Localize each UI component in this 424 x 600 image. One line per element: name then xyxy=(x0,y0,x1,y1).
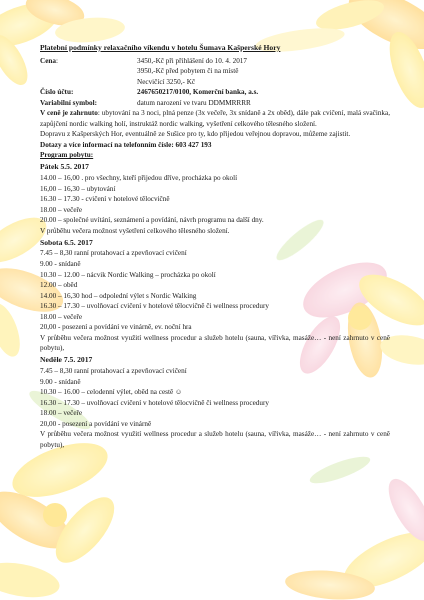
price-label xyxy=(40,56,125,88)
account-value: 2467650217/0100, Komerční banka, a.s. xyxy=(137,88,259,97)
list-item: 14.00 – 16,00 . pro všechny, kteří přijedou dříve, procházka po okolí xyxy=(40,174,238,183)
list-item: 9.00 - snídaně xyxy=(40,259,81,268)
price-row xyxy=(40,56,390,88)
included-paragraph xyxy=(40,108,390,129)
flower-bottom-right xyxy=(284,473,424,600)
day-heading-friday: Pátek 5.5. 2017 xyxy=(40,162,89,172)
contact-text: Dotazy a více informací na telefonním čísle: xyxy=(40,140,174,149)
list-item: 18.00 – večeře xyxy=(40,409,83,418)
list-item: 14.00 – 16,30 hod – odpolední výlet s Nordic Walking xyxy=(40,291,197,300)
list-item: 10.30 – 16.00 – celodenní výlet, oběd na cestě ☺ xyxy=(40,388,183,397)
list-item: 16.30 – 17.30 - cvičení v hotelové tělocvičně xyxy=(40,195,170,204)
list-item: 18.00 – večeře xyxy=(40,205,83,214)
included-label: V ceně je zahrnuto xyxy=(40,109,98,118)
list-item: 16.30 – 17.30 – uvolňovací cvičení v hotelové tělocvičně či wellness procedury xyxy=(40,398,269,407)
included-text: ubytování na 3 noci, plná penze (3x večeře, 3x snídaně a 2x oběd), dále pak cvičení, malá svačinka, zapůjčení nordic walking holí, instruktáž nordic walking, vyšetření celkového tělesného složení. xyxy=(40,109,391,128)
list-item: V průběhu večera možnost využití wellness procedur a služeb hotelu (sauna, vířivka, masáže… - není zahrnuto v ceně pobytu), xyxy=(40,333,390,353)
program-title: Program pobytu: xyxy=(40,151,94,160)
account-row xyxy=(40,87,390,98)
vs-label: Variabilní symbol: xyxy=(40,98,98,107)
document-page xyxy=(40,42,390,450)
vs-value: datum narození ve tvaru DDMMRRRR xyxy=(137,98,251,107)
contact-line xyxy=(40,140,390,151)
price-line: 3450,-Kč při přihlášení do 10. 4. 2017 xyxy=(137,56,247,65)
price-line: 3950,-Kč před pobytem či na místě xyxy=(137,67,239,76)
included-sep: : xyxy=(97,109,100,118)
list-item: 10.30 – 12.00 – nácvik Nordic Walking – procházka po okolí xyxy=(40,270,216,279)
flower-bottom-left xyxy=(0,432,125,600)
page-title: Platební podmínky relaxačního víkendu v hotelu Šumava Kašperské Hory xyxy=(40,43,281,52)
transport-paragraph: Dopravu z Kašperských Hor, eventuálně ze Sušice pro ty, kdo přijedou veřejnou dopravou, můžeme zajistit. xyxy=(40,130,351,139)
price-label-sep: : xyxy=(55,56,58,65)
list-item: 16.30 – 17.30 – uvolňovací cvičení v hotelové tělocvičně či wellness procedury xyxy=(40,302,269,311)
list-item: 9.00 - snídaně xyxy=(40,377,81,386)
list-item: V průběhu večera možnost využití wellness procedur a služeb hotelu (sauna, vířivka, masáže… - není zahrnuto v ceně pobytu), xyxy=(40,430,390,449)
day-heading-saturday: Sobota 6.5. 2017 xyxy=(40,237,93,247)
account-label: Číslo účtu: xyxy=(40,88,74,97)
price-values xyxy=(125,56,390,88)
list-item: 20,00 - posezení a povídání ve vinárně xyxy=(40,419,152,428)
list-item: 16,00 – 16,30 – ubytování xyxy=(40,184,116,193)
list-item: 18.00 – večeře xyxy=(40,312,83,321)
price-line: Necvičící 3250,- Kč xyxy=(137,77,196,86)
list-item: 20,00 - posezení a povídání ve vinárně, ev. noční hra xyxy=(40,323,192,332)
list-item: 7.45 – 8,30 ranní protahovací a zpevňovací cvičení xyxy=(40,367,187,375)
list-item: 12.00 – oběd xyxy=(40,281,78,290)
day-heading-sunday: Neděle 7.5. 2017 xyxy=(40,355,93,365)
list-item: 7.45 – 8,30 ranní protahovací a zpevňovací cvičení xyxy=(40,249,187,258)
price-label-text: Cena xyxy=(40,56,56,65)
vs-row xyxy=(40,98,390,109)
contact-phone: 603 427 193 xyxy=(175,140,212,149)
list-item: V průběhu večera možnost vyšetření celkového tělesného složení. xyxy=(40,226,230,235)
list-item: 20.00 – společné uvítání, seznámení a povídání, návrh programu na další dny. xyxy=(40,216,264,225)
